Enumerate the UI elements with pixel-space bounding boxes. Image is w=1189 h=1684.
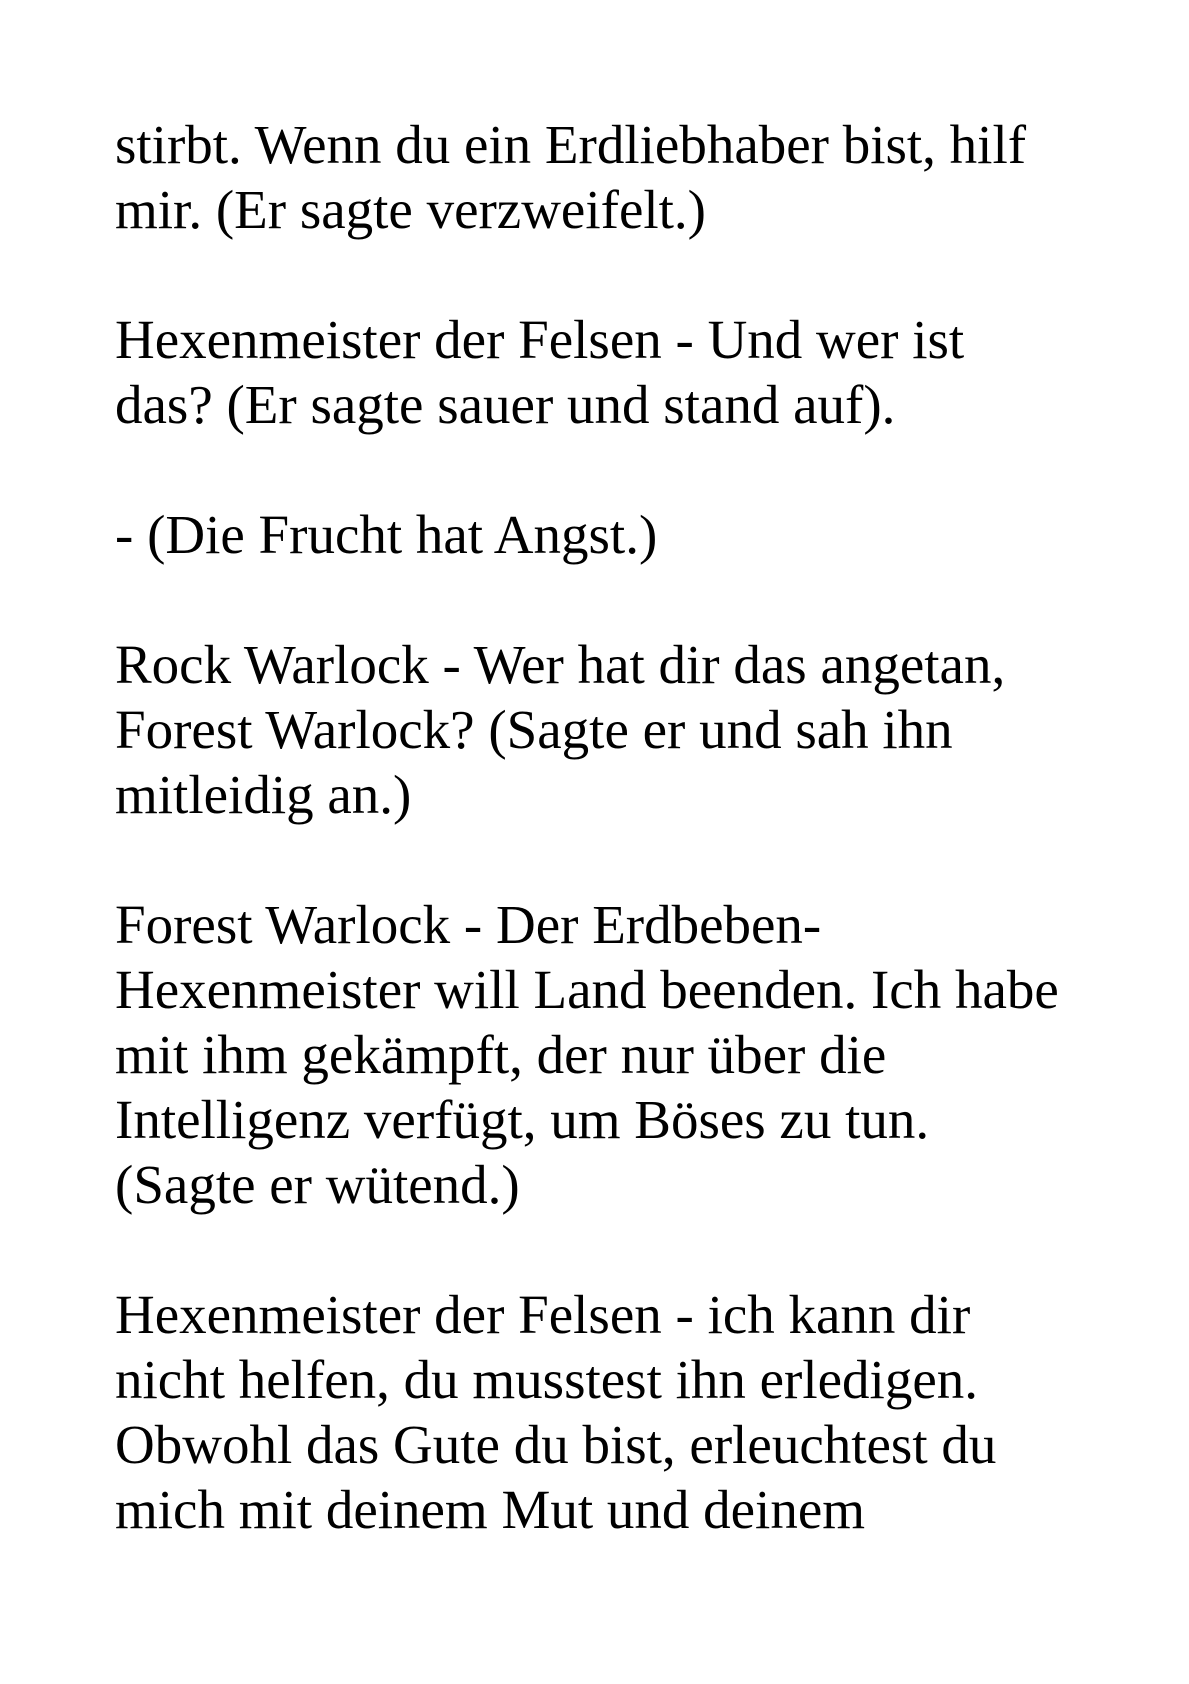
document-body [115, 112, 1135, 1542]
paragraph-3 [115, 502, 1135, 567]
paragraph-4 [115, 632, 1135, 827]
text-line: mitleidig an.) [115, 764, 412, 825]
text-line: nicht helfen, du musstest ihn erledigen. [115, 1349, 979, 1410]
paragraph-6 [115, 1282, 1135, 1542]
text-line: mir. (Er sagte verzweifelt.) [115, 179, 706, 240]
text-line: stirbt. Wenn du ein Erdliebhaber bist, hilf [115, 114, 1027, 175]
text-line: mich mit deinem Mut und deinem [115, 1479, 866, 1540]
text-line: Obwohl das Gute du bist, erleuchtest du [115, 1414, 997, 1475]
text-line: Hexenmeister der Felsen - ich kann dir [115, 1284, 971, 1345]
text-line: das? (Er sagte sauer und stand auf). [115, 374, 896, 435]
text-line: Hexenmeister der Felsen - Und wer ist [115, 309, 965, 370]
text-line: Hexenmeister will Land beenden. Ich habe [115, 959, 1059, 1020]
text-line: Rock Warlock - Wer hat dir das angetan, [115, 634, 1006, 695]
paragraph-2 [115, 307, 1135, 437]
paragraph-5 [115, 892, 1135, 1217]
text-line: Forest Warlock? (Sagte er und sah ihn [115, 699, 953, 760]
text-line: Forest Warlock - Der Erdbeben- [115, 894, 822, 955]
text-line: Intelligenz verfügt, um Böses zu tun. [115, 1089, 930, 1150]
text-line: - (Die Frucht hat Angst.) [115, 504, 658, 565]
text-line: (Sagte er wütend.) [115, 1154, 520, 1215]
paragraph-1 [115, 112, 1135, 242]
text-line: mit ihm gekämpft, der nur über die [115, 1024, 887, 1085]
